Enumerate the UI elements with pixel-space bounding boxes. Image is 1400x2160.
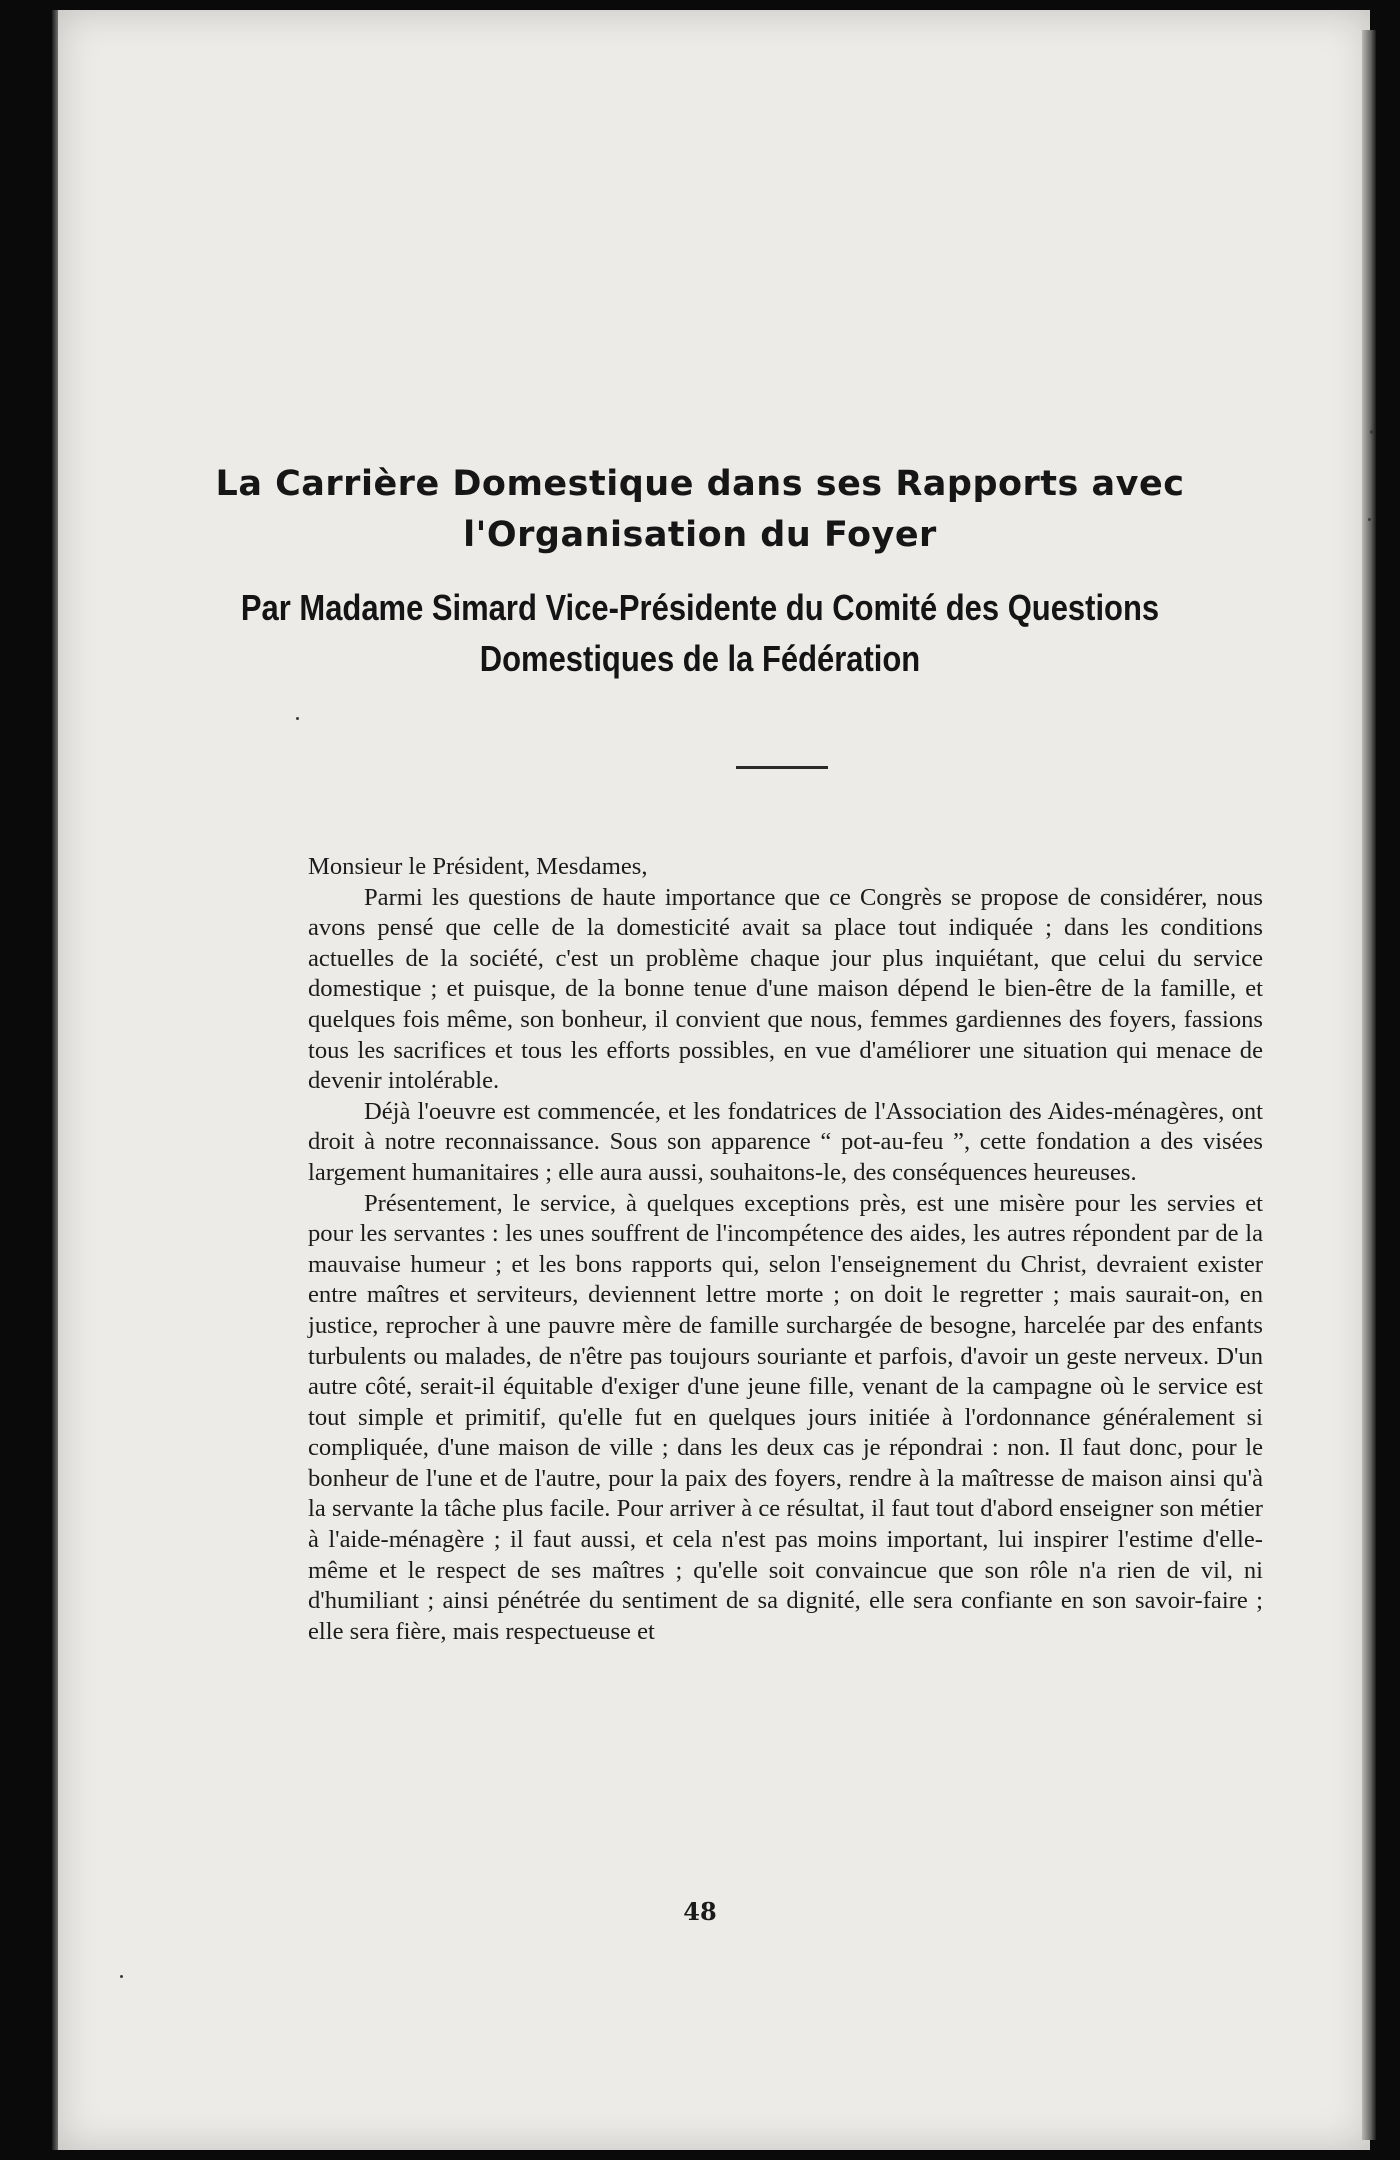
article-title-line-2: l'Organisation du Foyer (463, 515, 937, 555)
article-body (308, 852, 1263, 1647)
scan-speck (1370, 430, 1374, 434)
salutation: Monsieur le Président, Mesdames, (308, 853, 648, 880)
paragraph: Parmi les questions de haute importance que ce Congrès se propose de considérer, nous avons pensé que celle de la domesticité avait sa place tout indiquée ; dans les conditions actuelles de la société, c'est un problème chaque jour plus inquiétant, que celui du service domestique ; et puisque, de la bonne tenue d'une maison dépend le bien-être de la famille, et quelques fois même, son bonheur, il convient que nous, femmes gardiennes des foyers, fassions tous les sacrifices et tous les efforts possibles, en vue d'améliorer une situation qui menace de devenir intolérable. (308, 883, 1263, 1095)
page-number: 48 (683, 1897, 717, 1926)
paragraph: Présentement, le service, à quelques exceptions près, est une misère pour les servies et pour les servantes : les unes souffrent de l'incompétence des aides, les autres répondent par de la mauvaise humeur ; et les bons rapports qui, selon l'enseignement du Christ, devraient exister entre maîtres et serviteurs, deviennent lettre morte ; on doit le regretter ; mais saurait-on, en justice, reprocher à une pauvre mère de famille surchargée de besogne, harcelée par des enfants turbulents ou malades, de n'être pas toujours souriante et parfois, d'avoir un geste nerveux. D'un autre côté, serait-il équitable d'exiger d'une jeune fille, venant de la campagne où le service est tout simple et primitif, qu'elle fut en quelques jours initiée à l'ordonnance généralement si compliquée, d'une maison de ville ; dans les deux cas je répondrai : non. Il faut donc, pour le bonheur de l'une et de l'autre, pour la paix des foyers, rendre à la maîtresse de maison ainsi qu'à la servante la tâche plus facile. Pour arriver à ce résultat, il faut tout d'abord enseigner son métier à l'aide-ménagère ; il faut aussi, et cela n'est pas moins important, lui inspirer l'estime d'elle-même et le respect de ses maîtres ; qu'elle soit convaincue que son rôle n'a rien de vil, ni d'humiliant ; ainsi pénétrée du sentiment de sa dignité, elle sera confiante en son savoir-faire ; elle sera fière, mais respectueuse et (308, 1189, 1263, 1645)
section-divider (736, 766, 828, 769)
paragraph: Déjà l'oeuvre est commencée, et les fondatrices de l'Association des Aides-ménagères, ont droit à notre reconnaissance. Sous son apparence “ pot-au-feu ”, cette fondation a des visées largement humanitaires ; elle aura aussi, souhaitons-le, des conséquences heureuses. (308, 1097, 1263, 1186)
author-byline-line-2: Domestiques de la Fédération (479, 638, 921, 679)
article-title-line-1: La Carrière Domestique dans ses Rapports avec (215, 464, 1185, 504)
author-byline-line-1: Par Madame Simard Vice-Présidente du Comité des Questions (240, 587, 1160, 628)
scan-speck (296, 717, 299, 720)
scan-speck (1368, 518, 1371, 521)
scan-speck (120, 1975, 123, 1978)
page-edge-right (1362, 30, 1376, 2140)
